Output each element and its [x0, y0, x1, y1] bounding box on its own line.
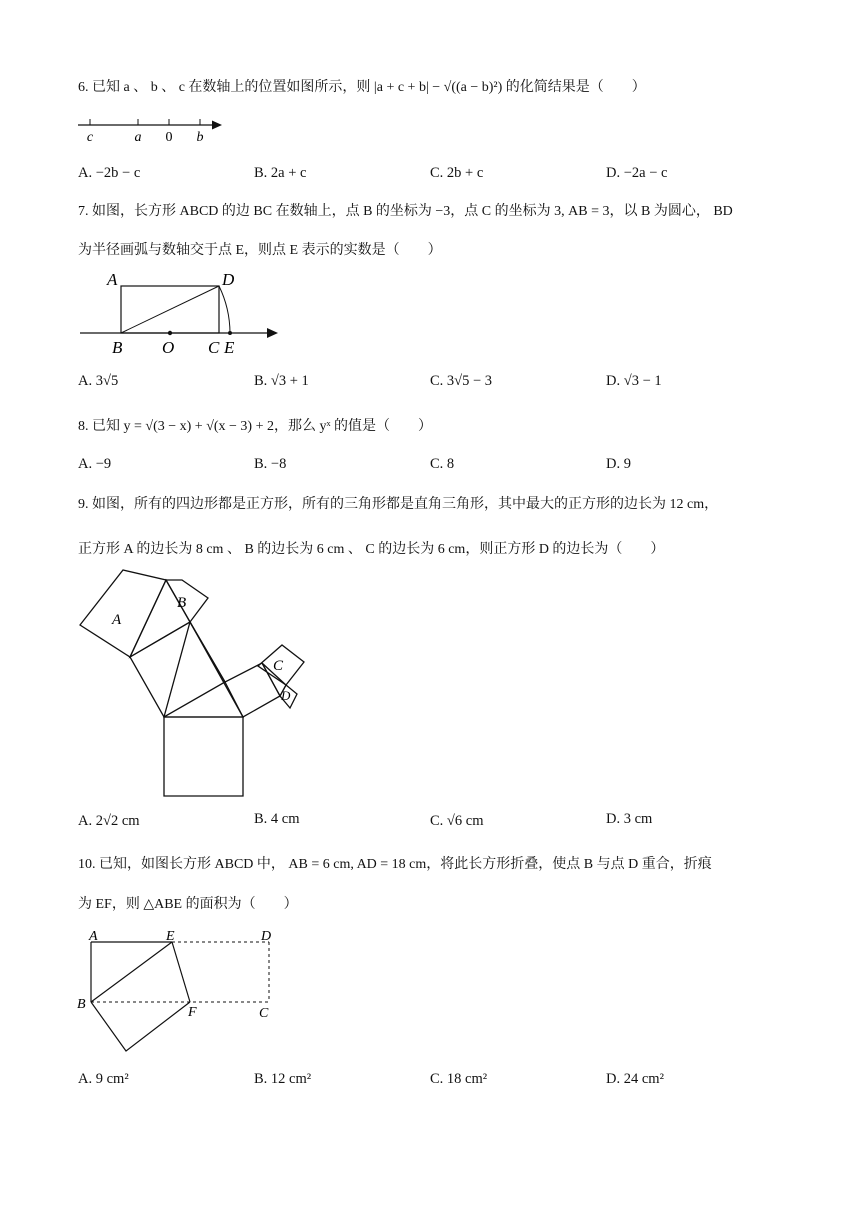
- question-9-figure: [70, 566, 320, 806]
- question-10-number: 10.: [78, 857, 96, 872]
- figure10-label-a: A: [89, 929, 98, 944]
- option-b[interactable]: B. √3 + 1: [254, 373, 309, 389]
- figure9-label-a: A: [112, 612, 122, 628]
- option-b[interactable]: B. 12 cm²: [254, 1071, 312, 1087]
- option-d[interactable]: D. √3 − 1: [606, 373, 662, 389]
- question-8-number: 8.: [78, 419, 89, 434]
- number-line-label-zero: 0: [165, 130, 173, 145]
- number-line-label-c: c: [86, 130, 94, 145]
- question-6-number: 6.: [78, 80, 89, 95]
- option-c[interactable]: C. 2b + c: [430, 165, 484, 181]
- figure10-label-b: B: [77, 997, 86, 1012]
- option-c[interactable]: C. 8: [430, 456, 455, 472]
- question-7-figure: [76, 268, 286, 360]
- option-b[interactable]: B. 2a + c: [254, 165, 307, 181]
- question-6-text: 已知 a 、 b 、 c 在数轴上的位置如图所示，则 |a + c + b| − √((a − b)²) 的化简结果是（ ）: [92, 80, 646, 95]
- figure9-label-b: B: [177, 595, 187, 611]
- figure10-label-c: C: [259, 1006, 269, 1021]
- question-10-stem-line1: 10. 已知，如图长方形 ABCD 中， AB = 6 cm, AD = 18 cm，将此长方形折叠，使点 B 与点 D 重合，折痕: [78, 857, 712, 872]
- figure9-label-d: D: [281, 688, 291, 703]
- figure7-label-c: C: [208, 338, 220, 357]
- number-line-label-a: a: [134, 130, 142, 145]
- figure7-label-a: A: [107, 270, 118, 289]
- figure10-label-d: D: [261, 929, 272, 944]
- question-8-stem: 8. 已知 y = √(3 − x) + √(x − 3) + 2，那么 yˣ 的值是（ ）: [78, 419, 433, 434]
- option-c[interactable]: C. 3√5 − 3: [430, 373, 493, 389]
- option-a[interactable]: A. 9 cm²: [78, 1071, 129, 1087]
- question-6-stem: [78, 78, 646, 98]
- figure9-label-c: C: [273, 658, 284, 674]
- option-d[interactable]: D. 24 cm²: [606, 1071, 664, 1087]
- option-c[interactable]: C. 18 cm²: [430, 1071, 488, 1087]
- question-7-number: 7.: [78, 204, 89, 219]
- option-d[interactable]: D. −2a − c: [606, 165, 668, 181]
- option-a[interactable]: A. 2√2 cm: [78, 813, 140, 829]
- figure7-label-b: B: [112, 338, 123, 357]
- question-9-number: 9.: [78, 497, 89, 512]
- question-7-stem-line2: 为半径画弧与数轴交于点 E，则点 E 表示的实数是（ ）: [78, 243, 442, 258]
- question-6-number-line: [76, 114, 236, 146]
- option-a[interactable]: A. −2b − c: [78, 165, 141, 181]
- question-9-stem-line1: 9. 如图，所有的四边形都是正方形，所有的三角形都是直角三角形，其中最大的正方形的边长为 12 cm，: [78, 497, 719, 512]
- option-a[interactable]: A. 3√5: [78, 373, 119, 389]
- figure7-label-d: D: [222, 270, 235, 289]
- option-a[interactable]: A. −9: [78, 456, 112, 472]
- figure7-label-e: E: [224, 338, 235, 357]
- option-d[interactable]: D. 3 cm: [606, 811, 653, 827]
- option-b[interactable]: B. 4 cm: [254, 811, 300, 827]
- number-line-label-b: b: [196, 130, 204, 145]
- figure7-label-o: O: [162, 338, 175, 357]
- question-10-figure: [72, 924, 292, 1059]
- option-c[interactable]: C. √6 cm: [430, 813, 484, 829]
- option-d[interactable]: D. 9: [606, 456, 631, 472]
- question-7-stem-line1: 7. 如图，长方形 ABCD 的边 BC 在数轴上，点 B 的坐标为 −3，点 C 的坐标为 3, AB = 3，以 B 为圆心， BD: [78, 204, 733, 219]
- option-b[interactable]: B. −8: [254, 456, 287, 472]
- figure10-label-f: F: [188, 1005, 197, 1020]
- question-10-stem-line2: 为 EF，则 △ABE 的面积为（ ）: [78, 897, 298, 912]
- question-9-stem-line2: 正方形 A 的边长为 8 cm 、 B 的边长为 6 cm 、 C 的边长为 6 cm，则正方形 D 的边长为（ ）: [78, 542, 665, 557]
- figure10-label-e: E: [166, 929, 175, 944]
